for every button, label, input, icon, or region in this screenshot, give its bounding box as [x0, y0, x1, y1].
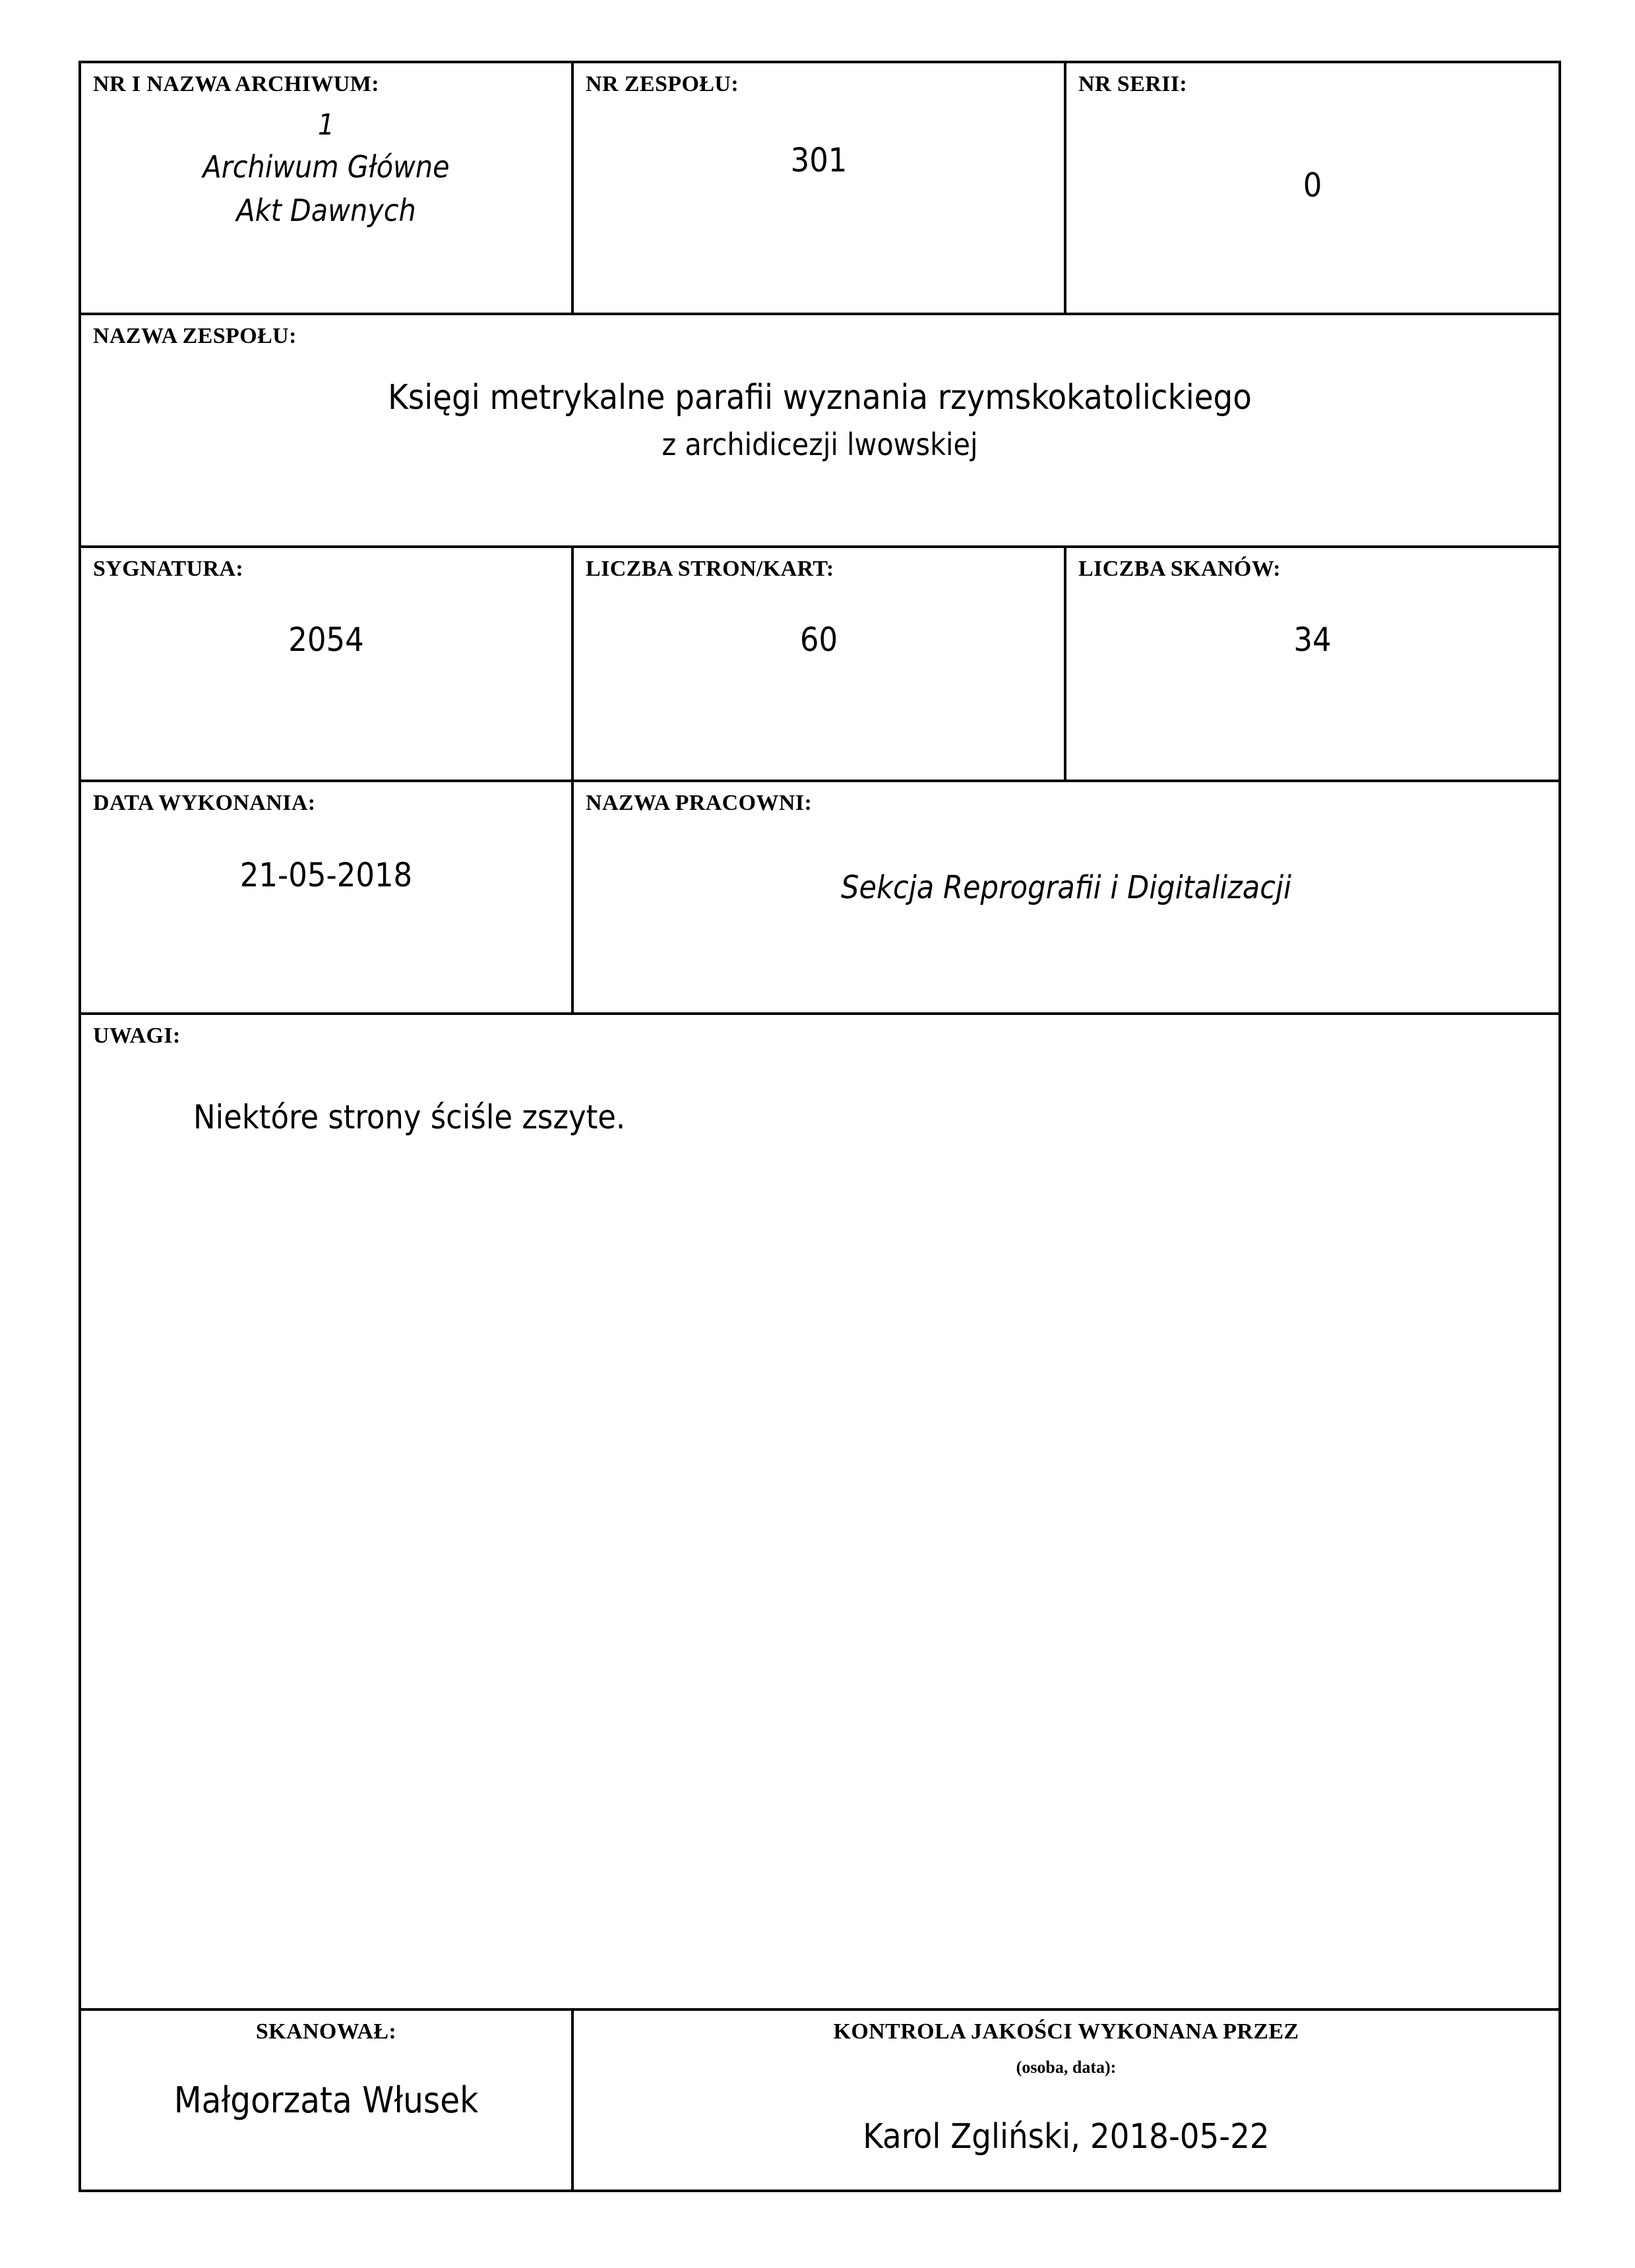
cell-archiwum: [80, 62, 572, 314]
label-skanowal: SKANOWAŁ:: [255, 2019, 397, 2044]
value-nazwa-zespolu-line1: Księgi metrykalne parafii wyznania rzymskokatolickiego: [388, 377, 1252, 417]
cell-liczba-stron: [572, 547, 1065, 781]
label-nr-zespolu: NR ZESPOŁU:: [586, 72, 739, 96]
cell-liczba-skanow: [1065, 547, 1560, 781]
value-uwagi: Niektóre strony ściśle zszyte.: [193, 1097, 626, 1136]
label-data-wykonania: DATA WYKONANIA:: [93, 791, 316, 815]
value-nazwa-pracowni: Sekcja Reprografii i Digitalizacji: [841, 869, 1291, 906]
value-nr-zespolu: 301: [790, 140, 848, 179]
value-archiwum-name-line1: Archiwum Główne: [202, 149, 450, 185]
value-archiwum-number: 1: [317, 107, 335, 142]
cell-data-wykonania: [80, 781, 572, 1014]
label-kontrola-sublabel: (osoba, data):: [1016, 2057, 1117, 2077]
cell-sygnatura: [80, 547, 572, 781]
value-nazwa-zespolu-line2: z archidicezji lwowskiej: [662, 426, 978, 462]
table-row-execution: [80, 781, 1560, 1014]
table-row-uwagi: [80, 1014, 1560, 2009]
label-uwagi: UWAGI:: [93, 1024, 181, 1048]
table-row-counts: [80, 547, 1560, 781]
value-nr-serii: 0: [1303, 166, 1322, 204]
cell-uwagi: [80, 1014, 1560, 2009]
label-kontrola-jakosci: KONTROLA JAKOŚCI WYKONANA PRZEZ: [833, 2019, 1299, 2044]
value-skanowal: Małgorzata Włusek: [173, 2079, 479, 2121]
table-row-identification: [80, 62, 1560, 314]
label-liczba-skanow: LICZBA SKANÓW:: [1078, 557, 1281, 581]
value-sygnatura: 2054: [288, 620, 364, 659]
cell-skanowal: [80, 2009, 572, 2191]
value-archiwum-name-line2: Akt Dawnych: [236, 192, 416, 228]
value-data-wykonania: 21-05-2018: [239, 855, 413, 894]
table-row-signoff: [80, 2009, 1560, 2191]
label-liczba-stron: LICZBA STRON/KART:: [586, 557, 834, 581]
label-nazwa-zespolu: NAZWA ZESPOŁU:: [93, 324, 297, 348]
cell-nazwa-pracowni: [572, 781, 1560, 1014]
label-nazwa-pracowni: NAZWA PRACOWNI:: [586, 791, 813, 815]
metadata-form-table: [78, 61, 1561, 2192]
cell-nr-zespolu: [572, 62, 1065, 314]
cell-kontrola-jakosci: [572, 2009, 1560, 2191]
value-kontrola-jakosci: Karol Zgliński, 2018-05-22: [863, 2116, 1270, 2157]
label-archiwum: NR I NAZWA ARCHIWUM:: [93, 72, 379, 96]
value-liczba-skanow: 34: [1293, 620, 1332, 659]
value-liczba-stron: 60: [799, 620, 838, 659]
label-nr-serii: NR SERII:: [1078, 72, 1188, 96]
table-row-nazwa-zespolu: [80, 314, 1560, 547]
cell-nazwa-zespolu: [80, 314, 1560, 547]
label-sygnatura: SYGNATURA:: [93, 557, 244, 581]
cell-nr-serii: [1065, 62, 1560, 314]
